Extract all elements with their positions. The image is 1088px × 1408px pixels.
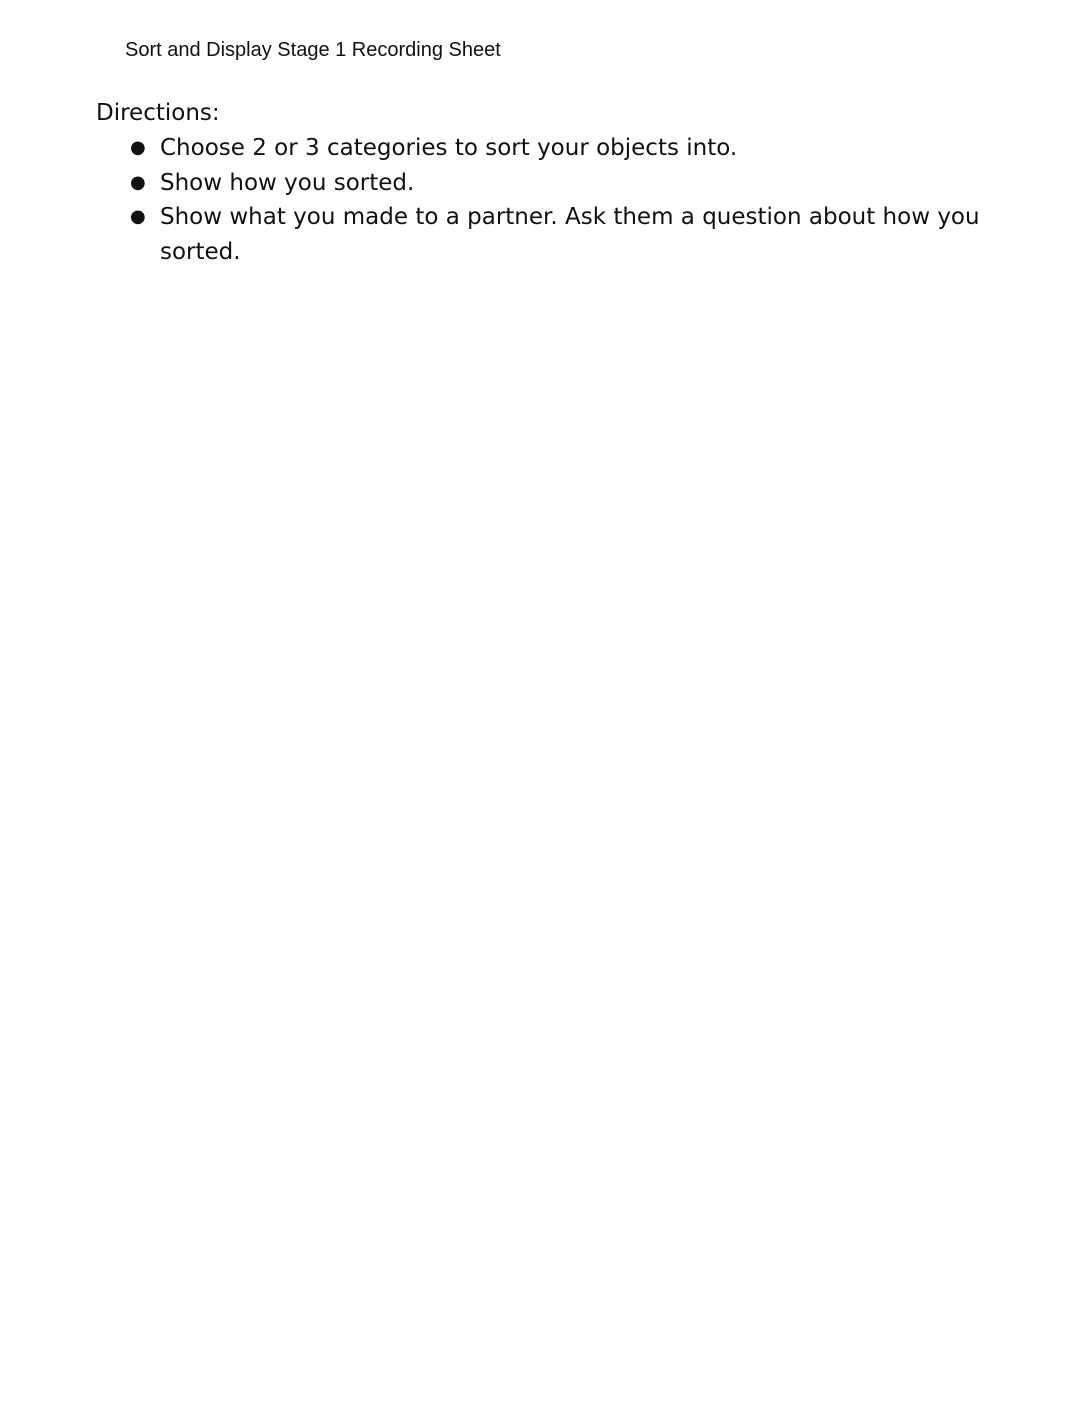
bullet-icon: ●	[130, 206, 146, 227]
direction-text: Choose 2 or 3 categories to sort your objects into.	[160, 135, 738, 161]
bullet-icon: ●	[130, 137, 146, 158]
document-header-title: Sort and Display Stage 1 Recording Sheet	[125, 39, 501, 61]
directions-heading: Directions:	[96, 100, 220, 126]
list-item	[96, 166, 996, 201]
list-item	[96, 131, 996, 166]
direction-text: Show how you sorted.	[160, 169, 415, 196]
direction-text: Show what you made to a partner. Ask them a question about how you sorted.	[160, 204, 980, 265]
list-item	[96, 200, 996, 269]
bullet-icon: ●	[130, 171, 146, 193]
directions-list	[96, 131, 996, 269]
